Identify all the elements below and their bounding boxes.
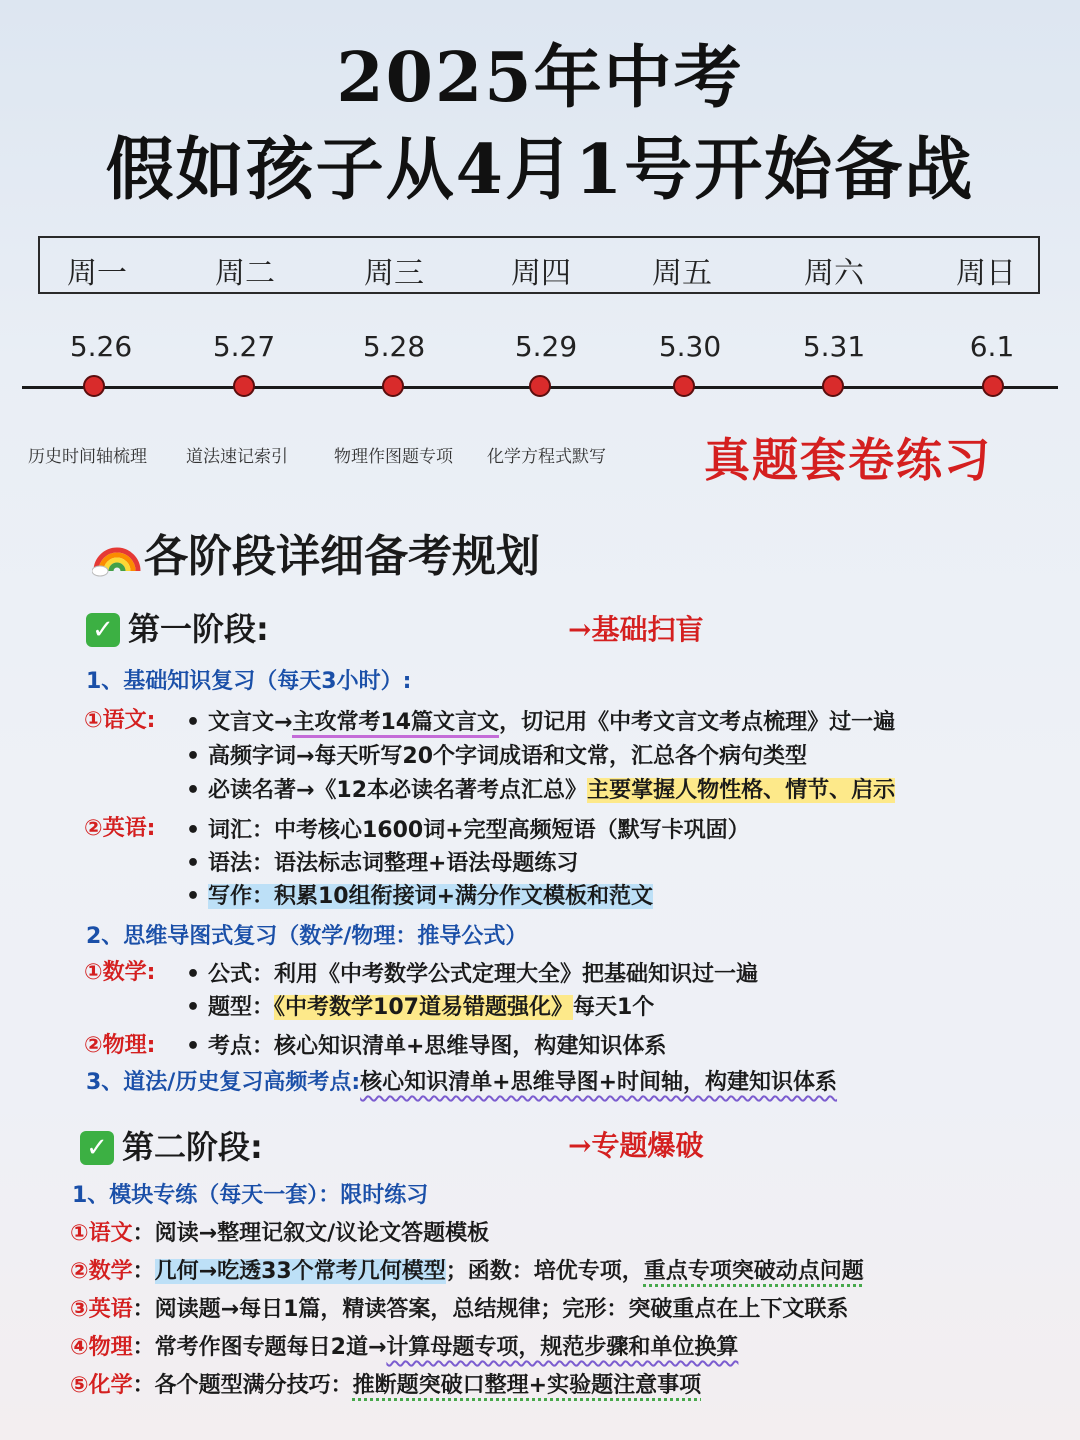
date-2: 5.27: [212, 330, 276, 363]
day-mon: 周一: [67, 256, 127, 291]
stage1-heading-3: 3、道法/历史复习高频考点:核心知识清单+思维导图+时间轴，构建知识体系: [86, 1070, 838, 1095]
math-item-1: • 公式：利用《中考数学公式定理大全》把基础知识过一遍: [186, 962, 759, 987]
task-history: 历史时间轴梳理: [28, 447, 147, 467]
chinese-label: [84, 703, 155, 734]
yellow-highlight: 主要掌握人物性格、情节、启示: [587, 778, 896, 803]
final-task-banner: 真题套卷练习: [704, 433, 992, 487]
english-label: ②英语:: [84, 816, 156, 841]
chinese-label-text: ①语文:: [84, 708, 156, 733]
stage2-row-english: ③英语：阅读题→每日1篇，精读答案，总结规律；完形：突破重点在上下文联系: [70, 1297, 849, 1322]
stage2-title: [80, 1122, 263, 1168]
stage2-title-text: 第二阶段:: [122, 1128, 263, 1166]
timeline-dot: [382, 375, 404, 397]
day-sat: 周六: [804, 256, 864, 291]
stage1-heading-1: 1、基础知识复习（每天3小时）:: [86, 669, 412, 694]
stage1-tag: →基础扫盲: [568, 613, 704, 646]
blue-highlight: 写作：积累10组衔接词+满分作文模板和范文: [208, 884, 654, 909]
english-item-3: • 写作：积累10组衔接词+满分作文模板和范文: [186, 884, 654, 909]
timeline-dot: [673, 375, 695, 397]
timeline-dot: [83, 375, 105, 397]
stage2-tag: →专题爆破: [568, 1129, 704, 1162]
title-line-2: 假如孩子从4月1号开始备战: [105, 130, 975, 210]
timeline-dot: [822, 375, 844, 397]
timeline-dot: [982, 375, 1004, 397]
stage2-row-physics: ④物理：常考作图专题每日2道→计算母题专项，规范步骤和单位换算: [70, 1335, 739, 1360]
chinese-item-3: • 必读名著→《12本必读名著考点汇总》主要掌握人物性格、情节、启示: [186, 778, 896, 803]
day-tue: 周二: [215, 256, 275, 291]
stage1-heading-2: 2、思维导图式复习（数学/物理：推导公式）: [86, 924, 528, 949]
stage2-row-chemistry: ⑤化学：各个题型满分技巧：推断题突破口整理+实验题注意事项: [70, 1373, 702, 1398]
section-title: [92, 520, 540, 584]
task-politics: 道法速记索引: [186, 447, 288, 467]
day-wed: 周三: [364, 256, 424, 291]
date-7: 6.1: [969, 330, 1015, 363]
stage2-row-math: ②数学：几何→吃透33个常考几何模型；函数：培优专项，重点专项突破动点问题: [70, 1259, 864, 1284]
physics-item: • 考点：核心知识清单+思维导图，构建知识体系: [186, 1034, 667, 1059]
date-3: 5.28: [362, 330, 426, 363]
title-line-1: 2025年中考: [336, 38, 744, 118]
physics-label: ②物理:: [84, 1033, 156, 1058]
highlight-underline: 主攻常考14篇文言文: [292, 710, 499, 738]
math-label: ①数学:: [84, 960, 156, 985]
yellow-highlight: 《中考数学107道易错题强化》: [274, 995, 573, 1020]
day-sun: 周日: [956, 256, 1016, 291]
week-header-box: [38, 236, 1040, 294]
day-thu: 周四: [511, 256, 571, 291]
check-icon: ✓: [86, 613, 120, 647]
day-fri: 周五: [652, 256, 712, 291]
english-item-2: • 语法：语法标志词整理+语法母题练习: [186, 851, 579, 876]
section-title-text: 各阶段详细备考规划: [144, 531, 540, 582]
rainbow-icon: [92, 527, 142, 577]
timeline-dot: [529, 375, 551, 397]
stage2-row-chinese: ①语文：阅读→整理记叙文/议论文答题模板: [70, 1221, 490, 1246]
stage1-title: [86, 604, 269, 650]
chinese-item-2: • 高频字词→每天听写20个字词成语和文常，汇总各个病句类型: [186, 744, 808, 769]
check-icon: ✓: [80, 1131, 114, 1165]
task-chemistry: 化学方程式默写: [487, 447, 606, 467]
date-5: 5.30: [658, 330, 722, 363]
chinese-item-1: • 文言文→主攻常考14篇文言文，切记用《中考文言文考点梳理》过一遍: [186, 705, 895, 736]
task-physics: 物理作图题专项: [334, 447, 453, 467]
timeline-dot: [233, 375, 255, 397]
blue-highlight: 几何→吃透33个常考几何模型: [154, 1259, 446, 1284]
stage1-title-text: 第一阶段:: [128, 610, 269, 648]
english-item-1: • 词汇：中考核心1600词+完型高频短语（默写卡巩固）: [186, 818, 750, 843]
date-4: 5.29: [514, 330, 578, 363]
date-1: 5.26: [69, 330, 133, 363]
math-item-2: • 题型：《中考数学107道易错题强化》每天1个: [186, 995, 655, 1020]
date-6: 5.31: [802, 330, 866, 363]
stage2-heading-1: 1、模块专练（每天一套）：限时练习: [72, 1183, 429, 1208]
